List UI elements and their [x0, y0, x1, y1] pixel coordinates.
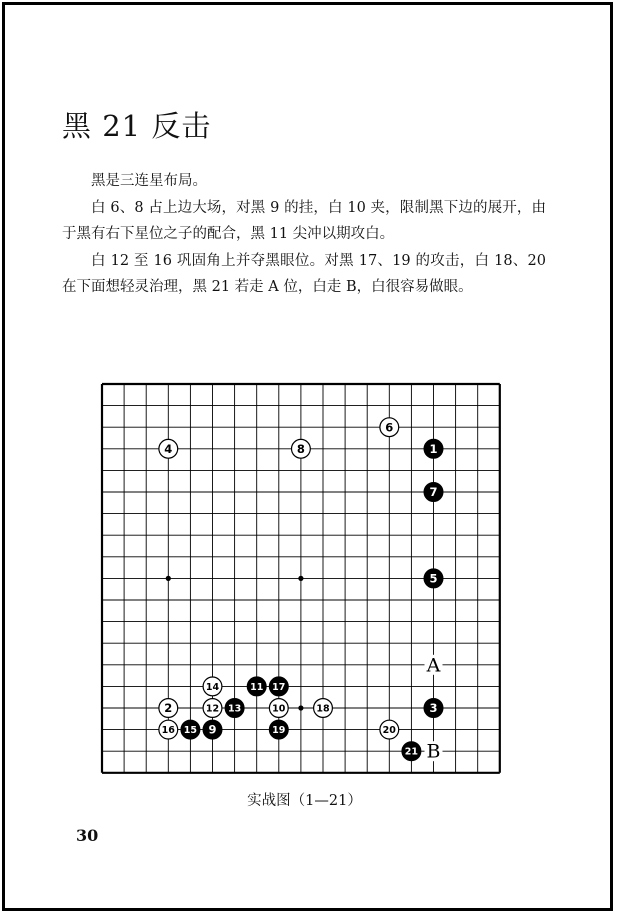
marker-label: A: [426, 654, 441, 677]
go-board: [96, 378, 506, 780]
white-stone: [159, 699, 178, 718]
page-title: 黑 21 反击: [62, 109, 212, 143]
paragraph: 白 6、8 占上边大场，对黑 9 的挂，白 10 夹，限制黑下边的展开，由于黑有右下星位之子的配合，黑 11 尖冲以期攻白。: [62, 199, 546, 242]
stone-number: 5: [429, 571, 438, 586]
stone-number: 9: [208, 722, 217, 737]
white-stone: [203, 699, 222, 718]
stone-number: 15: [183, 725, 198, 737]
figure-caption-text: 实战图（1—21）: [247, 793, 362, 809]
stone-number: 3: [429, 701, 438, 716]
stone-number: 14: [205, 681, 220, 693]
stone-number: 11: [250, 681, 264, 693]
star-point: [298, 705, 303, 710]
stone-number: 8: [296, 441, 305, 456]
paragraph: 白 12 至 16 巩固角上并夺黑眼位。对黑 17、19 的攻击，白 18、20 在下面想轻灵治理，黑 21 若走 A 位，白走 B，白很容易做眼。: [62, 252, 546, 295]
black-stone: [269, 677, 288, 696]
stone-number: 21: [404, 746, 419, 758]
star-point: [298, 576, 303, 581]
stone-number: 6: [385, 420, 394, 435]
stone-number: 2: [164, 701, 173, 716]
stone-number: 13: [227, 703, 242, 715]
black-stone: [203, 720, 222, 739]
white-stone: [380, 720, 399, 739]
stone-number: 17: [272, 681, 286, 693]
white-stone: [159, 439, 178, 458]
star-point: [166, 576, 171, 581]
figure-caption: [0, 789, 619, 810]
board-marker: [425, 741, 443, 763]
stone-number: 19: [272, 725, 286, 737]
black-stone: [225, 699, 244, 718]
white-stone: [314, 699, 333, 718]
paragraph: 黑是三连星布局。: [91, 173, 207, 189]
go-board-diagram: [96, 378, 506, 780]
stone-number: 18: [316, 703, 330, 715]
stone-number: 4: [164, 441, 173, 456]
black-stone: [181, 720, 200, 739]
black-stone: [269, 720, 288, 739]
black-stone: [424, 569, 443, 588]
black-stone: [424, 439, 443, 458]
white-stone: [159, 720, 178, 739]
stone-number: 16: [161, 725, 175, 737]
black-stone: [247, 677, 266, 696]
board-marker: [425, 654, 443, 676]
white-stone: [380, 418, 399, 437]
stone-number: 1: [429, 441, 438, 456]
marker-label: B: [426, 740, 441, 763]
stone-number: 20: [382, 725, 396, 737]
black-stone: [424, 483, 443, 502]
white-stone: [292, 439, 311, 458]
white-stone: [269, 699, 288, 718]
stone-number: 10: [272, 703, 286, 715]
black-stone: [424, 699, 443, 718]
body-text: [62, 168, 546, 301]
black-stone: [402, 742, 421, 761]
stone-number: 12: [205, 703, 220, 715]
white-stone: [203, 677, 222, 696]
stone-number: 7: [429, 485, 438, 500]
page-number: 30: [76, 826, 99, 845]
